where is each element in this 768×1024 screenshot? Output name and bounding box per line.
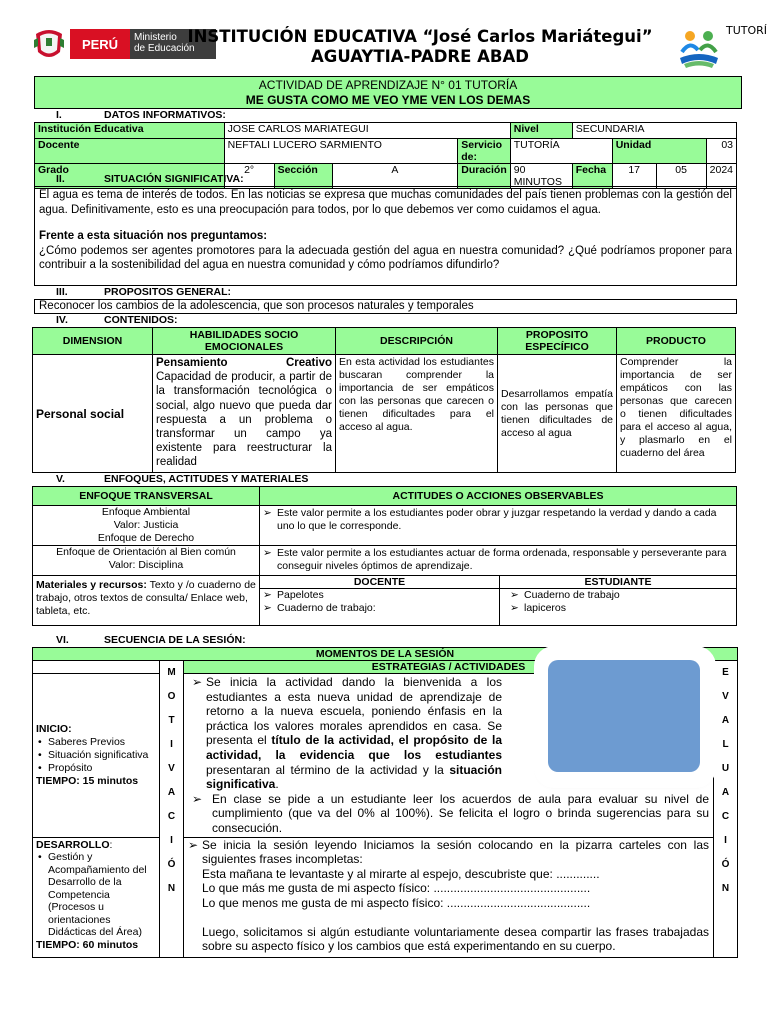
section-3-number: III.: [56, 286, 68, 298]
duracion-label: Duración: [458, 164, 511, 189]
motivacion-letter: C: [167, 811, 176, 822]
enfoque-2-line-1: Enfoque de Orientación al Bien común: [56, 546, 236, 558]
unidad-label: Unidad: [612, 139, 706, 164]
desarrollo-frase-3: Lo que menos me gusta de mi aspecto físico: ...........................................: [202, 895, 591, 910]
momento-spacer: [33, 661, 160, 674]
fecha-month: 05: [656, 164, 706, 189]
header-actitudes: ACTITUDES O ACCIONES OBSERVABLES: [260, 487, 737, 506]
desarrollo-time: TIEMPO: 60 minutos: [36, 938, 139, 951]
fecha-year: 2024: [706, 164, 736, 189]
school-logo-icon: [676, 26, 722, 70]
estudiante-materials: [500, 589, 737, 626]
nivel-value: SECUNDARIA: [572, 123, 736, 139]
section-2-number: II.: [56, 173, 65, 185]
header-estrategias: ESTRATEGIAS / ACTIVIDADES: [184, 661, 714, 674]
header-enfoque: ENFOQUE TRANSVERSAL: [33, 487, 260, 506]
header-producto: PRODUCTO: [617, 328, 736, 355]
evaluacion-letter: I: [724, 835, 727, 846]
peru-brand: PERÚ: [70, 29, 130, 59]
corner-tag: TUTORÍ: [726, 24, 768, 37]
evaluacion-letter: V: [722, 691, 729, 702]
motivacion-letter: O: [167, 691, 176, 702]
servicio-label: Servicio de:: [458, 139, 511, 164]
inicio-b1-a: Se inicia la actividad dando la bienvenida a los estudiantes a esta nueva unidad de aprendizaje de retorno a la nueva escuela, poniendo énfasis en la práctica los valores morales aprendidos en casa. Se presenta el: [206, 675, 502, 748]
section-3-label: PROPOSITOS GENERAL:: [104, 286, 231, 298]
fecha-label: Fecha: [572, 164, 612, 189]
ie-label: Institución Educativa: [35, 123, 225, 139]
motivacion-letters: [160, 661, 183, 901]
docente-label: Docente: [35, 139, 225, 164]
estudiante-item: ➢ Cuaderno de trabajo: [510, 589, 733, 602]
section-6-number: VI.: [56, 634, 69, 646]
fecha-day: 17: [612, 164, 656, 189]
desarrollo-frase-1: Esta mañana te levantaste y al mirarte al espejo, descubriste que: .............: [202, 866, 600, 881]
section-6-label: SECUENCIA DE LA SESIÓN:: [104, 634, 246, 646]
section-4-number: IV.: [56, 314, 68, 326]
desarrollo-frase-2: Lo que más me gusta de mi aspecto físico: ...............................................: [202, 881, 591, 896]
activity-title: ME GUSTA COMO ME VEO YME VEN LOS DEMAS: [245, 93, 531, 107]
inicio-b1-e: .: [275, 777, 279, 792]
nivel-label: Nivel: [510, 123, 572, 139]
blue-image-box: [540, 652, 710, 782]
dimension-value: Personal social: [33, 355, 153, 473]
desarrollo-strategies: [184, 837, 714, 957]
inicio-item: • Propósito: [36, 762, 156, 775]
materiales-text: Texto y /o cuaderno de trabajo, otros textos de consulta/ Enlace web, tableta, etc.: [36, 579, 256, 617]
servicio-value: TUTORÍA: [510, 139, 612, 164]
evaluacion-letter: L: [722, 739, 729, 750]
motivacion-letter: Ó: [167, 859, 176, 870]
evaluacion-letter: C: [721, 811, 730, 822]
actitud-2-cell: [260, 546, 737, 576]
unidad-value: 03: [706, 139, 736, 164]
motivacion-letter: A: [167, 787, 176, 798]
contenidos-table: [32, 327, 736, 473]
header-estudiante: ESTUDIANTE: [500, 576, 737, 589]
inicio-bullet-1: [192, 675, 502, 792]
desarrollo-cell: [33, 837, 160, 957]
section-5-label: ENFOQUES, ACTITUDES Y MATERIALES: [104, 473, 309, 485]
enfoque-1-line-2: Valor: Justicia: [113, 519, 179, 531]
evaluacion-letter: Ó: [721, 859, 730, 870]
inicio-cell: [33, 674, 160, 838]
docente-item: ➢ Cuaderno de trabajo:: [263, 602, 496, 615]
section-4-label: CONTENIDOS:: [104, 314, 178, 326]
situacion-heading: Frente a esta situación nos preguntamos:: [39, 230, 268, 242]
inicio-b1-d: situación significativa: [206, 762, 502, 792]
motivacion-letter: V: [168, 763, 175, 774]
desarrollo-item: • Gestión y Acompañamiento del Desarrollo de la Competencia (Procesos u orientaciones Didácticas del Área): [36, 851, 156, 939]
desarrollo-paragraph: Luego, solicitamos si algún estudiante voluntariamente desea compartir las frases trabajadas sobre su aspecto físico y los cambios que está experimentando en su cuerpo.: [202, 924, 709, 954]
coat-of-arms-icon: [32, 26, 66, 62]
grado-label: Grado: [35, 164, 225, 189]
descripcion-value: En esta actividad los estudiantes buscaran comprender la importancia de ser empáticos con las personas que carecen o tienen dificultades para el acceso al agua.: [336, 355, 498, 473]
section-5-number: V.: [56, 473, 65, 485]
ie-value: JOSE CARLOS MARIATEGUI: [224, 123, 510, 139]
docente-value: NEFTALI LUCERO SARMIENTO: [224, 139, 458, 164]
grado-value: 2°: [224, 164, 274, 189]
inicio-bullet-2: ➢ En clase se pide a un estudiante leer los acuerdos de aula para evaluar su nivel de cumplimiento (que va del 0% al 100%). Se felicita el logro o brinda sugerencias para su consecución.: [192, 792, 709, 836]
inicio-title: INICIO:: [36, 722, 72, 735]
header-proposito: PROPOSITO ESPECÍFICO: [498, 328, 617, 355]
header-momentos: MOMENTOS DE LA SESIÓN: [33, 648, 738, 661]
evaluacion-letter: U: [721, 763, 730, 774]
habilidad-text: Capacidad de producir, a partir de la transformación tecnológica o social, algo nuevo que pueda dar respuesta a un problema o transformar un campo ya existente para reestructurar la realidad: [156, 371, 332, 469]
seccion-label: Sección: [274, 164, 332, 189]
ministry-line-2: de Educación: [134, 43, 195, 54]
school-title: INSTITUCIÓN EDUCATIVA “José Carlos Mariátegui”: [187, 27, 653, 46]
inicio-item: • Situación significativa: [36, 749, 156, 762]
section-1-number: I.: [56, 109, 62, 121]
school-location: AGUAYTIA-PADRE ABAD: [311, 47, 529, 66]
proposito-general: Reconocer los cambios de la adolescencia, que son procesos naturales y temporales: [34, 299, 737, 314]
section-2-label: SITUACIÓN SIGNIFICATIVA:: [104, 173, 244, 185]
enfoque-2-cell: [33, 546, 260, 576]
actitud-2-text: ➢ Este valor permite a los estudiantes actuar de forma ordenada, responsable y perseverante para conseguir niveles óptimos de aprendizaje.: [263, 547, 733, 573]
motivacion-letter: M: [167, 667, 176, 678]
situacion-paragraph-1: El agua es tema de interés de todos. En las noticias se expresa que muchas comunidades del país tienen problemas con la gestión del agua. Definitivamente, esto es una preocupación para todos, por lo que debemos ver como cuidamos el agua.: [39, 189, 732, 216]
evaluacion-column: [714, 661, 738, 958]
habilidad-cell: [153, 355, 336, 473]
duracion-value: 90 MINUTOS: [510, 164, 572, 189]
evaluacion-letters: [714, 661, 737, 901]
motivacion-column: [160, 661, 184, 958]
desarrollo-bullet-1: ➢ Se inicia la sesión leyendo Iniciamos la sesión colocando en la pizarra carteles con las siguientes frases incompletas:: [188, 838, 709, 867]
blue-image-fill: [548, 660, 700, 772]
enfoque-1-cell: [33, 506, 260, 546]
desarrollo-colon: :: [109, 838, 113, 851]
actitud-1-cell: [260, 506, 737, 546]
estudiante-item: ➢ lapiceros: [510, 602, 733, 615]
header-habilidades: HABILIDADES SOCIO EMOCIONALES: [153, 328, 336, 355]
header-dimension: DIMENSION: [33, 328, 153, 355]
materiales-cell: [33, 576, 260, 626]
ministry-line-1: Ministerio: [134, 32, 177, 43]
header-docente: DOCENTE: [260, 576, 500, 589]
evaluacion-letter: N: [721, 883, 730, 894]
motivacion-letter: I: [170, 835, 173, 846]
situacion-box: [34, 186, 737, 286]
inicio-b1-c: presentaran al término de la actividad y la: [206, 762, 450, 777]
producto-value: Comprender la importancia de ser empáticos con las personas que carecen o tienen dificultades para el acceso al agua, y plasmarlo en el cuaderno del área: [617, 355, 736, 473]
situacion-paragraph-2: ¿Cómo podemos ser agentes promotores para la adecuada gestión del agua en nuestra comunidad? ¿Qué podríamos proponer para contribuir a la sostenibilidad del agua en nuestra comunidad y cómo podríamos difundirlo?: [39, 244, 732, 271]
evaluacion-letter: A: [721, 787, 730, 798]
activity-banner: [34, 76, 742, 109]
seccion-value: A: [332, 164, 458, 189]
inicio-item: • Saberes Previos: [36, 736, 156, 749]
header-descripcion: DESCRIPCIÓN: [336, 328, 498, 355]
activity-number: ACTIVIDAD DE APRENDIZAJE N° 01 TUTORÍA: [258, 78, 518, 92]
section-1-label: DATOS INFORMATIVOS:: [104, 109, 226, 121]
docente-item: ➢ Papelotes: [263, 589, 496, 602]
proposito-especifico-value: Desarrollamos empatía con las personas que tienen dificultades de acceso al agua: [498, 355, 617, 473]
evaluacion-letter: E: [722, 667, 729, 678]
evaluacion-letter: A: [721, 715, 730, 726]
enfoque-2-line-2: Valor: Disciplina: [108, 559, 184, 571]
enfoques-table: [32, 486, 737, 626]
enfoque-1-line-1: Enfoque Ambiental: [101, 506, 191, 518]
motivacion-letter: T: [168, 715, 175, 726]
habilidad-title: Pensamiento Creativo: [156, 357, 332, 369]
desarrollo-title: DESARROLLO: [36, 838, 110, 851]
motivacion-letter: N: [167, 883, 176, 894]
enfoque-1-line-3: Enfoque de Derecho: [97, 532, 195, 544]
materiales-label: Materiales y recursos:: [36, 579, 147, 591]
motivacion-letter: I: [170, 739, 173, 750]
docente-materials: [260, 589, 500, 626]
inicio-time: TIEMPO: 15 minutos: [36, 774, 139, 787]
actitud-1-text: ➢ Este valor permite a los estudiantes poder obrar y juzgar respetando la verdad y dando a cada uno lo que le corresponde.: [263, 507, 733, 533]
inicio-b1-b: título de la actividad, el propósito de la actividad, la evidencia que los estudiantes: [206, 733, 502, 762]
